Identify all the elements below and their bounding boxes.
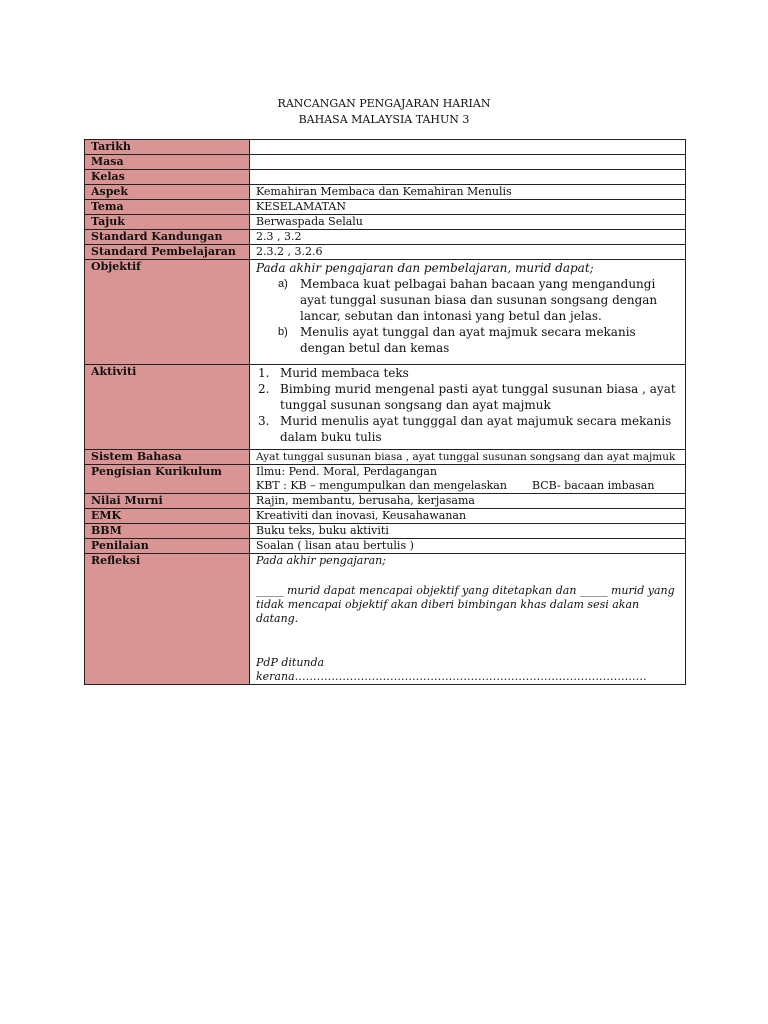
aktiviti-marker: 2. — [258, 382, 270, 396]
value-standard-pembelajaran: 2.3.2 , 3.2.6 — [250, 245, 686, 260]
objektif-intro: Pada akhir pengajaran dan pembelajaran, murid dapat; — [256, 261, 594, 275]
label-emk: EMK — [85, 509, 250, 524]
label-refleksi: Refleksi — [85, 554, 250, 685]
lesson-plan-table — [84, 139, 686, 685]
row-aspek — [85, 185, 686, 200]
label-sistem-bahasa: Sistem Bahasa — [85, 450, 250, 465]
aktiviti-list — [256, 365, 679, 445]
row-sistem-bahasa — [85, 450, 686, 465]
label-tajuk: Tajuk — [85, 215, 250, 230]
label-objektif: Objektif — [85, 260, 250, 365]
aktiviti-marker: 3. — [258, 414, 270, 428]
label-kelas: Kelas — [85, 170, 250, 185]
row-penilaian — [85, 539, 686, 554]
pengisian-line-1: Ilmu: Pend. Moral, Perdagangan — [256, 465, 437, 478]
objektif-item — [278, 324, 679, 356]
value-pengisian-kurikulum — [250, 465, 686, 494]
aktiviti-text: Bimbing murid mengenal pasti ayat tunggal susunan biasa , ayat tunggal susunan songsang dan ayat majmuk — [280, 382, 676, 412]
label-penilaian: Penilaian — [85, 539, 250, 554]
value-sistem-bahasa: Ayat tunggal susunan biasa , ayat tunggal susunan songsang dan ayat majmuk — [250, 450, 686, 465]
row-masa — [85, 155, 686, 170]
objektif-marker: a) — [278, 278, 288, 290]
value-tema: KESELAMATAN — [250, 200, 686, 215]
pengisian-kbt: KBT : KB – mengumpulkan dan mengelaskan — [256, 479, 507, 492]
objektif-list — [256, 276, 679, 356]
row-tajuk — [85, 215, 686, 230]
row-objektif — [85, 260, 686, 365]
aktiviti-text: Murid menulis ayat tungggal dan ayat majumuk secara mekanis dalam buku tulis — [280, 414, 672, 444]
row-emk — [85, 509, 686, 524]
row-standard-pembelajaran — [85, 245, 686, 260]
value-nilai-murni: Rajin, membantu, berusaha, kerjasama — [250, 494, 686, 509]
title-line-1: RANCANGAN PENGAJARAN HARIAN — [277, 97, 491, 110]
document-title — [0, 96, 768, 128]
value-kelas — [250, 170, 686, 185]
label-tarikh: Tarikh — [85, 140, 250, 155]
value-tajuk: Berwaspada Selalu — [250, 215, 686, 230]
pengisian-line-2 — [256, 479, 679, 493]
label-aktiviti: Aktiviti — [85, 365, 250, 450]
row-standard-kandungan — [85, 230, 686, 245]
row-kelas — [85, 170, 686, 185]
value-aspek: Kemahiran Membaca dan Kemahiran Menulis — [250, 185, 686, 200]
objektif-text: Membaca kuat pelbagai bahan bacaan yang mengandungi ayat tunggal susunan biasa dan susunan songsang dengan lancar, sebutan dan intonasi yang betul dan jelas. — [300, 277, 658, 323]
refleksi-line-3: PdP ditunda kerana…………………………………………………………………………………… — [256, 656, 647, 683]
value-bbm: Buku teks, buku aktiviti — [250, 524, 686, 539]
value-standard-kandungan: 2.3 , 3.2 — [250, 230, 686, 245]
label-aspek: Aspek — [85, 185, 250, 200]
label-standard-kandungan: Standard Kandungan — [85, 230, 250, 245]
value-objektif — [250, 260, 686, 365]
aktiviti-item — [258, 413, 679, 445]
refleksi-line-1: Pada akhir pengajaran; — [256, 554, 386, 567]
label-nilai-murni: Nilai Murni — [85, 494, 250, 509]
value-emk: Kreativiti dan inovasi, Keusahawanan — [250, 509, 686, 524]
aktiviti-marker: 1. — [258, 366, 270, 380]
label-bbm: BBM — [85, 524, 250, 539]
row-aktiviti — [85, 365, 686, 450]
label-pengisian-kurikulum: Pengisian Kurikulum — [85, 465, 250, 494]
row-tema — [85, 200, 686, 215]
label-standard-pembelajaran: Standard Pembelajaran — [85, 245, 250, 260]
objektif-marker: b) — [278, 326, 288, 338]
value-tarikh — [250, 140, 686, 155]
row-nilai-murni — [85, 494, 686, 509]
row-pengisian-kurikulum — [85, 465, 686, 494]
row-tarikh — [85, 140, 686, 155]
row-bbm — [85, 524, 686, 539]
refleksi-line-2: _____ murid dapat mencapai objektif yang ditetapkan dan _____ murid yang tidak mencapai objektif akan diberi bimbingan khas dalam sesi akan datang. — [256, 584, 675, 625]
label-masa: Masa — [85, 155, 250, 170]
value-penilaian: Soalan ( lisan atau bertulis ) — [250, 539, 686, 554]
title-line-2: BAHASA MALAYSIA TAHUN 3 — [298, 113, 470, 126]
aktiviti-item — [258, 365, 679, 381]
value-masa — [250, 155, 686, 170]
label-tema: Tema — [85, 200, 250, 215]
objektif-item — [278, 276, 679, 324]
row-refleksi — [85, 554, 686, 685]
value-aktiviti — [250, 365, 686, 450]
objektif-text: Menulis ayat tunggal dan ayat majmuk secara mekanis dengan betul dan kemas — [300, 325, 636, 355]
pengisian-bcb: BCB- bacaan imbasan — [531, 479, 655, 492]
aktiviti-text: Murid membaca teks — [280, 366, 409, 380]
value-refleksi — [250, 554, 686, 685]
aktiviti-item — [258, 381, 679, 413]
